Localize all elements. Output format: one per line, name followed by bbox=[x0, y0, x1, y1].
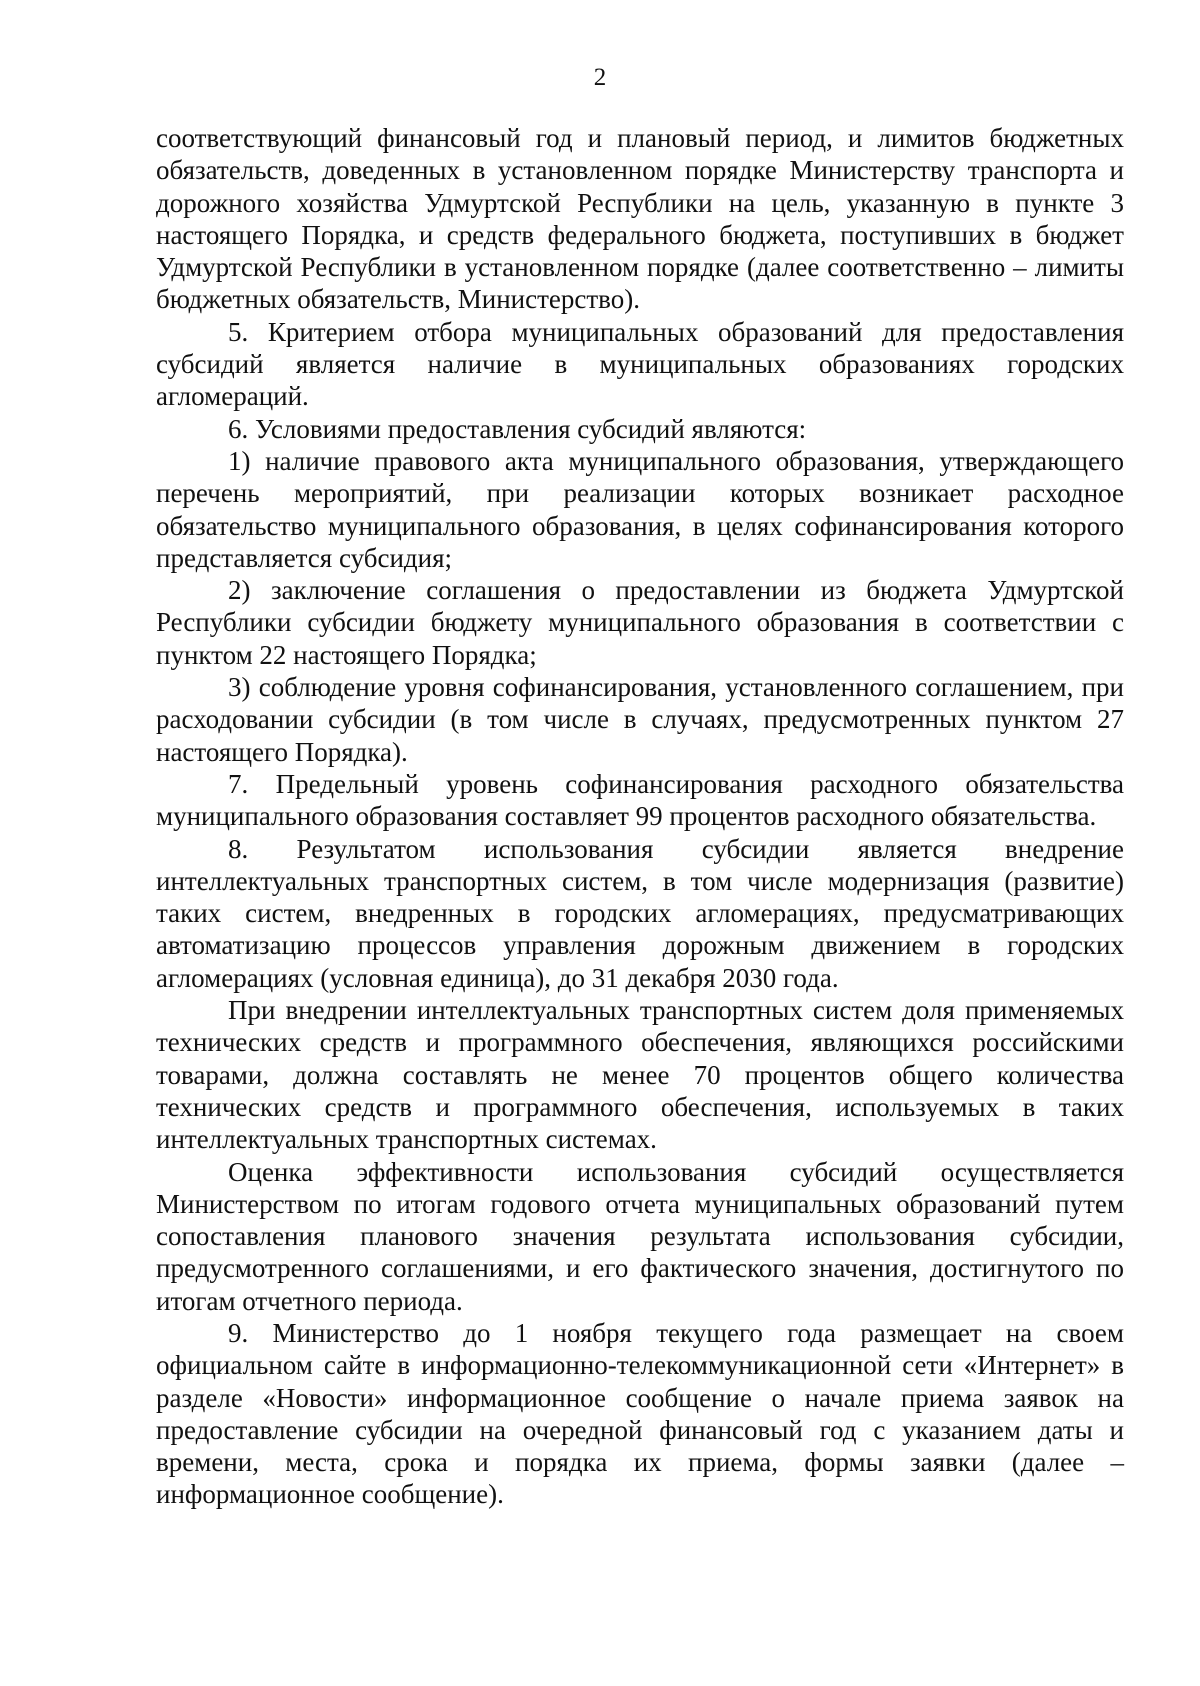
paragraph-continuation: соответствующий финансовый год и плановый период, и лимитов бюджетных обязательств, доведенных в установленном порядке Министерству транспорта и дорожного хозяйства Удмуртской Республики на цель, указанную в пункте 3 настоящего Порядка, и средств федерального бюджета, поступивших в бюджет Удмуртской Республики в установленном порядке (далее соответственно – лимиты бюджетных обязательств, Министерство). bbox=[156, 123, 1124, 315]
paragraph-item-6: 6. Условиями предоставления субсидий являются: bbox=[228, 413, 807, 444]
paragraph-item-8-evaluation: Оценка эффективности использования субсидий осуществляется Министерством по итогам годового отчета муниципальных образований путем сопоставления планового значения результата использования субсидии, предусмотренного соглашениями, и его фактического значения, достигнутого по итогам отчетного периода. bbox=[156, 1156, 1124, 1316]
page-number: 2 bbox=[593, 64, 607, 91]
paragraph-item-9: 9. Министерство до 1 ноября текущего года размещает на своем официальном сайте в информационно-телекоммуникационной сети «Интернет» в разделе «Новости» информационное сообщение о начале приема заявок на предоставление субсидии на очередной финансовый год с указанием даты и времени, места, срока и порядка их приема, формы заявки (далее – информационное сообщение). bbox=[156, 1317, 1124, 1510]
paragraph-item-8: 8. Результатом использования субсидии является внедрение интеллектуальных транспортных систем, в том числе модернизация (развитие) таких систем, внедренных в городских агломерациях, предусматривающих автоматизацию процессов управления дорожным движением в городских агломерациях (условная единица), до 31 декабря 2030 года. bbox=[156, 833, 1124, 993]
paragraph-subitem-6-1: 1) наличие правового акта муниципального образования, утверждающего перечень мероприятий, при реализации которых возникает расходное обязательство муниципального образования, в целях софинансирования которого представляется субсидия; bbox=[156, 445, 1124, 573]
paragraph-subitem-6-2: 2) заключение соглашения о предоставлении из бюджета Удмуртской Республики субсидии бюджету муниципального образования в соответствии с пунктом 22 настоящего Порядка; bbox=[156, 575, 1124, 670]
paragraph-item-7: 7. Предельный уровень софинансирования расходного обязательства муниципального образования составляет 99 процентов расходного обязательства. bbox=[156, 768, 1124, 832]
paragraph-item-8-russian-goods: При внедрении интеллектуальных транспортных систем доля применяемых технических средств и программного обеспечения, являющихся российскими товарами, должна составлять не менее 70 процентов общего количества технических средств и программного обеспечения, используемых в таких интеллектуальных транспортных системах. bbox=[156, 995, 1124, 1155]
paragraph-item-5: 5. Критерием отбора муниципальных образований для предоставления субсидий является наличие в муниципальных образованиях городских агломераций. bbox=[156, 316, 1124, 412]
paragraph-subitem-6-3: 3) соблюдение уровня софинансирования, установленного соглашением, при расходовании субсидии (в том числе в случаях, предусмотренных пунктом 27 настоящего Порядка). bbox=[156, 672, 1124, 767]
document-body bbox=[156, 122, 1124, 1511]
